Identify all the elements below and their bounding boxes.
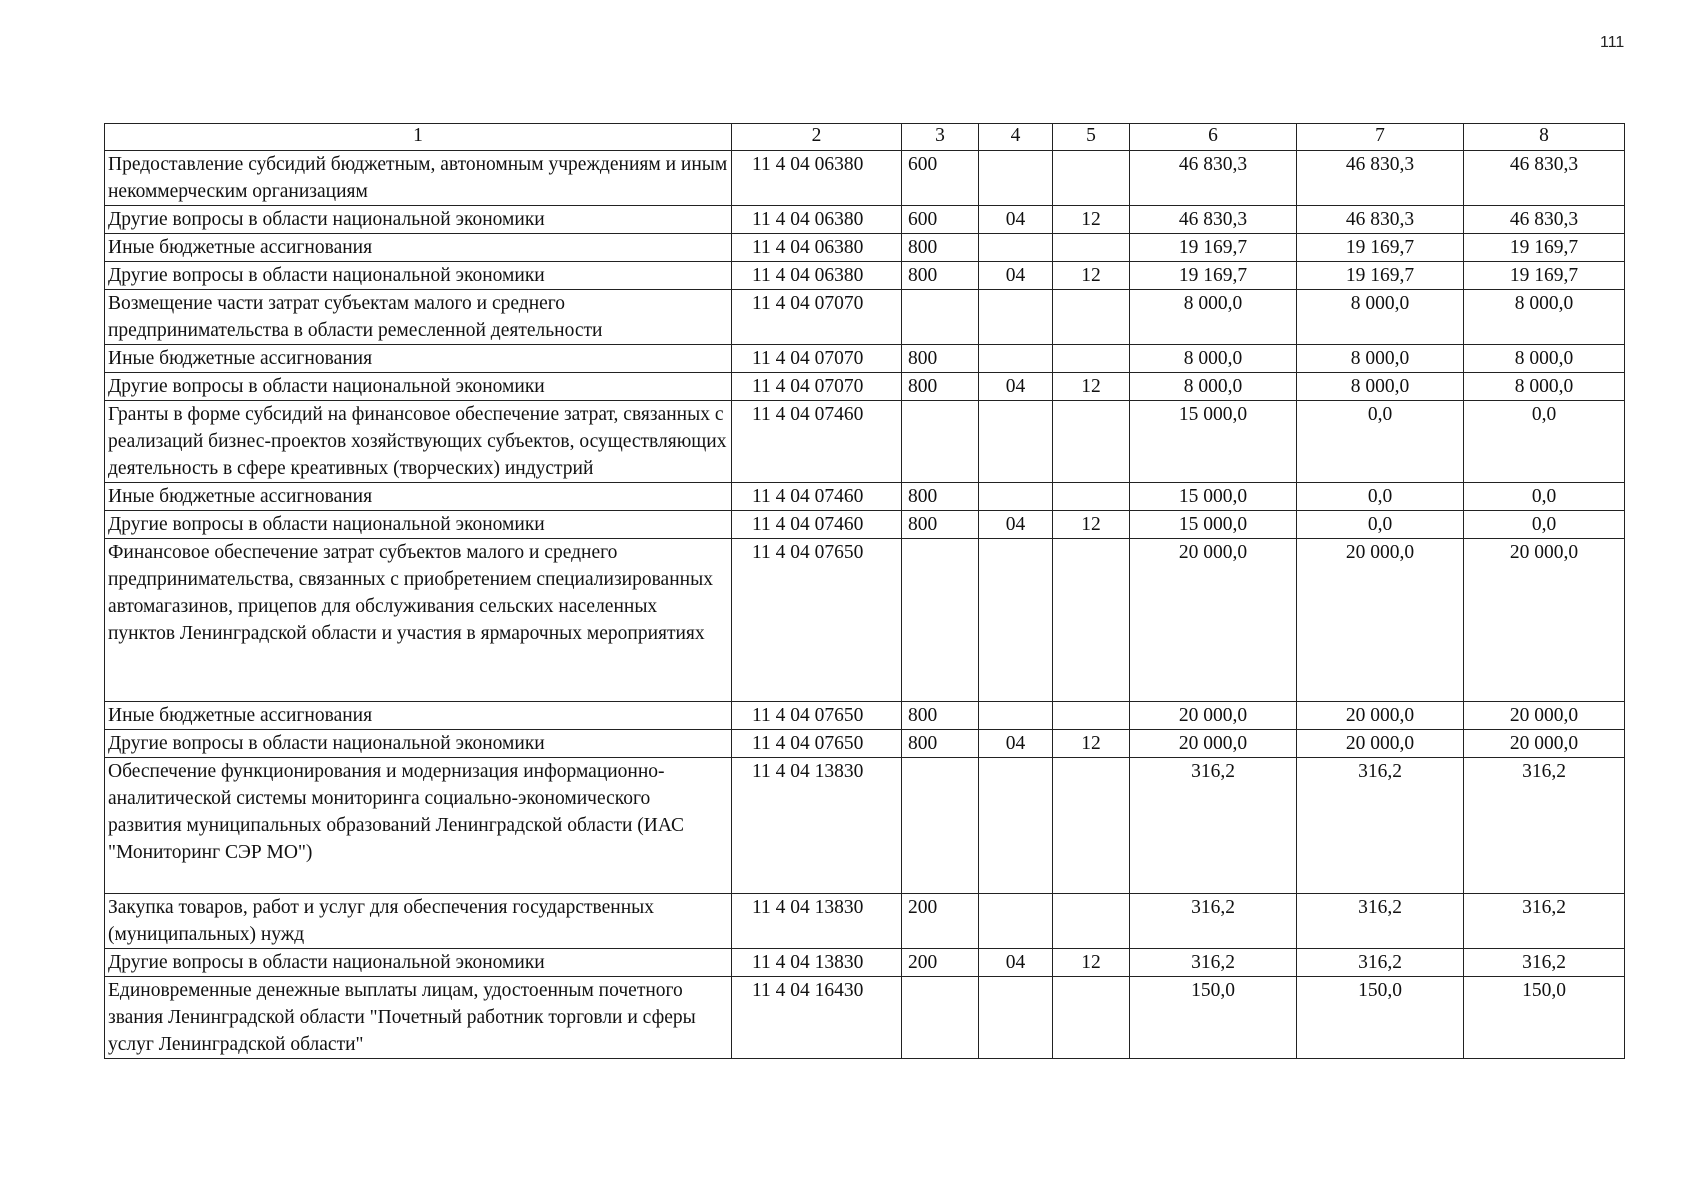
- target-code: 11 4 04 07070: [732, 290, 902, 345]
- item-name: Иные бюджетные ассигнования: [105, 702, 732, 730]
- item-name: Иные бюджетные ассигнования: [105, 345, 732, 373]
- item-name: Предоставление субсидий бюджетным, автономным учреждениям и иным некоммерческим организациям: [105, 151, 732, 206]
- amount-col-8: 20 000,0: [1464, 730, 1625, 758]
- item-name: Обеспечение функционирования и модернизация информационно-аналитической системы мониторинга социально-экономического развития муниципальных образований Ленинградской области (ИАС "Мониторинг СЭР МО"): [105, 758, 732, 894]
- item-name: Гранты в форме субсидий на финансовое обеспечение затрат, связанных с реализаций бизнес-проектов хозяйствующих субъектов, осуществляющих деятельность в сфере креативных (творческих) индустрий: [105, 401, 732, 483]
- table-row: [105, 702, 1625, 730]
- amount-col-7: 0,0: [1297, 511, 1464, 539]
- table-row: [105, 483, 1625, 511]
- section: [979, 702, 1053, 730]
- amount-col-8: 0,0: [1464, 511, 1625, 539]
- amount-col-8: 20 000,0: [1464, 539, 1625, 702]
- budget-table: [104, 123, 1625, 1059]
- header-cell: 1: [105, 124, 732, 151]
- section: [979, 977, 1053, 1059]
- section: [979, 345, 1053, 373]
- target-code: 11 4 04 07070: [732, 373, 902, 401]
- amount-col-8: 8 000,0: [1464, 290, 1625, 345]
- header-cell: 7: [1297, 124, 1464, 151]
- subsection: [1053, 151, 1130, 206]
- amount-col-8: 46 830,3: [1464, 151, 1625, 206]
- target-code: 11 4 04 06380: [732, 151, 902, 206]
- expense-type: 200: [902, 894, 979, 949]
- amount-col-7: 0,0: [1297, 401, 1464, 483]
- target-code: 11 4 04 06380: [732, 234, 902, 262]
- amount-col-7: 316,2: [1297, 894, 1464, 949]
- table-row: [105, 345, 1625, 373]
- section: 04: [979, 373, 1053, 401]
- item-name: Другие вопросы в области национальной экономики: [105, 206, 732, 234]
- amount-col-6: 15 000,0: [1130, 401, 1297, 483]
- target-code: 11 4 04 07070: [732, 345, 902, 373]
- expense-type: 800: [902, 483, 979, 511]
- expense-type: [902, 758, 979, 894]
- section: 04: [979, 511, 1053, 539]
- section: 04: [979, 730, 1053, 758]
- subsection: 12: [1053, 262, 1130, 290]
- amount-col-8: 19 169,7: [1464, 234, 1625, 262]
- item-name: Финансовое обеспечение затрат субъектов малого и среднего предпринимательства, связанных с приобретением специализированных автомагазинов, прицепов для обслуживания сельских населенных пунктов Ленинградской области и участия в ярмарочных мероприятиях: [105, 539, 732, 702]
- amount-col-8: 0,0: [1464, 401, 1625, 483]
- amount-col-7: 19 169,7: [1297, 234, 1464, 262]
- section: [979, 539, 1053, 702]
- expense-type: 800: [902, 702, 979, 730]
- section: [979, 151, 1053, 206]
- header-cell: 2: [732, 124, 902, 151]
- subsection: 12: [1053, 730, 1130, 758]
- table-row: [105, 758, 1625, 894]
- table-row: [105, 401, 1625, 483]
- expense-type: 800: [902, 730, 979, 758]
- amount-col-8: 8 000,0: [1464, 345, 1625, 373]
- subsection: [1053, 702, 1130, 730]
- amount-col-7: 150,0: [1297, 977, 1464, 1059]
- section: 04: [979, 262, 1053, 290]
- amount-col-7: 46 830,3: [1297, 206, 1464, 234]
- expense-type: 800: [902, 262, 979, 290]
- target-code: 11 4 04 07460: [732, 511, 902, 539]
- expense-type: 800: [902, 511, 979, 539]
- amount-col-8: 316,2: [1464, 949, 1625, 977]
- subsection: [1053, 234, 1130, 262]
- subsection: 12: [1053, 206, 1130, 234]
- amount-col-7: 316,2: [1297, 758, 1464, 894]
- amount-col-7: 8 000,0: [1297, 345, 1464, 373]
- amount-col-7: 20 000,0: [1297, 730, 1464, 758]
- section: 04: [979, 949, 1053, 977]
- target-code: 11 4 04 07650: [732, 730, 902, 758]
- item-name: Другие вопросы в области национальной экономики: [105, 262, 732, 290]
- amount-col-8: 19 169,7: [1464, 262, 1625, 290]
- amount-col-7: 316,2: [1297, 949, 1464, 977]
- header-row: [105, 124, 1625, 151]
- item-name: Закупка товаров, работ и услуг для обеспечения государственных (муниципальных) нужд: [105, 894, 732, 949]
- target-code: 11 4 04 06380: [732, 262, 902, 290]
- item-name: Другие вопросы в области национальной экономики: [105, 373, 732, 401]
- subsection: [1053, 894, 1130, 949]
- target-code: 11 4 04 13830: [732, 894, 902, 949]
- section: [979, 234, 1053, 262]
- header-cell: 6: [1130, 124, 1297, 151]
- table-row: [105, 539, 1625, 702]
- table-row: [105, 290, 1625, 345]
- amount-col-6: 8 000,0: [1130, 373, 1297, 401]
- amount-col-6: 20 000,0: [1130, 730, 1297, 758]
- item-name: Другие вопросы в области национальной экономики: [105, 949, 732, 977]
- section: 04: [979, 206, 1053, 234]
- table-row: [105, 234, 1625, 262]
- amount-col-7: 46 830,3: [1297, 151, 1464, 206]
- amount-col-7: 8 000,0: [1297, 290, 1464, 345]
- target-code: 11 4 04 07460: [732, 483, 902, 511]
- amount-col-6: 316,2: [1130, 758, 1297, 894]
- expense-type: 800: [902, 373, 979, 401]
- expense-type: [902, 401, 979, 483]
- subsection: [1053, 483, 1130, 511]
- amount-col-8: 316,2: [1464, 894, 1625, 949]
- amount-col-7: 8 000,0: [1297, 373, 1464, 401]
- item-name: Другие вопросы в области национальной экономики: [105, 730, 732, 758]
- subsection: [1053, 290, 1130, 345]
- target-code: 11 4 04 13830: [732, 949, 902, 977]
- amount-col-7: 19 169,7: [1297, 262, 1464, 290]
- amount-col-8: 46 830,3: [1464, 206, 1625, 234]
- subsection: 12: [1053, 373, 1130, 401]
- amount-col-7: 0,0: [1297, 483, 1464, 511]
- target-code: 11 4 04 06380: [732, 206, 902, 234]
- table-row: [105, 730, 1625, 758]
- expense-type: 200: [902, 949, 979, 977]
- item-name: Единовременные денежные выплаты лицам, удостоенным почетного звания Ленинградской области "Почетный работник торговли и сферы услуг Ленинградской области": [105, 977, 732, 1059]
- item-name: Иные бюджетные ассигнования: [105, 234, 732, 262]
- header-cell: 4: [979, 124, 1053, 151]
- table-row: [105, 511, 1625, 539]
- item-name: Возмещение части затрат субъектам малого и среднего предпринимательства в области ремесленной деятельности: [105, 290, 732, 345]
- section: [979, 894, 1053, 949]
- item-name: Иные бюджетные ассигнования: [105, 483, 732, 511]
- target-code: 11 4 04 07650: [732, 702, 902, 730]
- amount-col-8: 316,2: [1464, 758, 1625, 894]
- target-code: 11 4 04 07460: [732, 401, 902, 483]
- page-number: 111: [1600, 34, 1625, 51]
- amount-col-8: 20 000,0: [1464, 702, 1625, 730]
- table-row: [105, 206, 1625, 234]
- subsection: [1053, 345, 1130, 373]
- target-code: 11 4 04 07650: [732, 539, 902, 702]
- amount-col-6: 46 830,3: [1130, 206, 1297, 234]
- table-row: [105, 151, 1625, 206]
- amount-col-6: 19 169,7: [1130, 262, 1297, 290]
- expense-type: 600: [902, 151, 979, 206]
- item-name: Другие вопросы в области национальной экономики: [105, 511, 732, 539]
- expense-type: 600: [902, 206, 979, 234]
- expense-type: [902, 977, 979, 1059]
- section: [979, 401, 1053, 483]
- table-row: [105, 949, 1625, 977]
- subsection: 12: [1053, 949, 1130, 977]
- header-cell: 3: [902, 124, 979, 151]
- expense-type: 800: [902, 234, 979, 262]
- table-row: [105, 894, 1625, 949]
- amount-col-8: 150,0: [1464, 977, 1625, 1059]
- section: [979, 483, 1053, 511]
- expense-type: [902, 290, 979, 345]
- amount-col-7: 20 000,0: [1297, 702, 1464, 730]
- amount-col-8: 8 000,0: [1464, 373, 1625, 401]
- amount-col-6: 46 830,3: [1130, 151, 1297, 206]
- amount-col-6: 19 169,7: [1130, 234, 1297, 262]
- subsection: [1053, 401, 1130, 483]
- expense-type: 800: [902, 345, 979, 373]
- amount-col-6: 8 000,0: [1130, 345, 1297, 373]
- amount-col-6: 15 000,0: [1130, 483, 1297, 511]
- table-row: [105, 977, 1625, 1059]
- header-cell: 8: [1464, 124, 1625, 151]
- amount-col-6: 150,0: [1130, 977, 1297, 1059]
- amount-col-6: 20 000,0: [1130, 539, 1297, 702]
- header-cell: 5: [1053, 124, 1130, 151]
- table-row: [105, 262, 1625, 290]
- amount-col-7: 20 000,0: [1297, 539, 1464, 702]
- subsection: 12: [1053, 511, 1130, 539]
- subsection: [1053, 539, 1130, 702]
- target-code: 11 4 04 13830: [732, 758, 902, 894]
- amount-col-6: 316,2: [1130, 949, 1297, 977]
- section: [979, 758, 1053, 894]
- subsection: [1053, 977, 1130, 1059]
- amount-col-6: 15 000,0: [1130, 511, 1297, 539]
- amount-col-6: 8 000,0: [1130, 290, 1297, 345]
- expense-type: [902, 539, 979, 702]
- amount-col-8: 0,0: [1464, 483, 1625, 511]
- section: [979, 290, 1053, 345]
- target-code: 11 4 04 16430: [732, 977, 902, 1059]
- amount-col-6: 20 000,0: [1130, 702, 1297, 730]
- subsection: [1053, 758, 1130, 894]
- table-row: [105, 373, 1625, 401]
- amount-col-6: 316,2: [1130, 894, 1297, 949]
